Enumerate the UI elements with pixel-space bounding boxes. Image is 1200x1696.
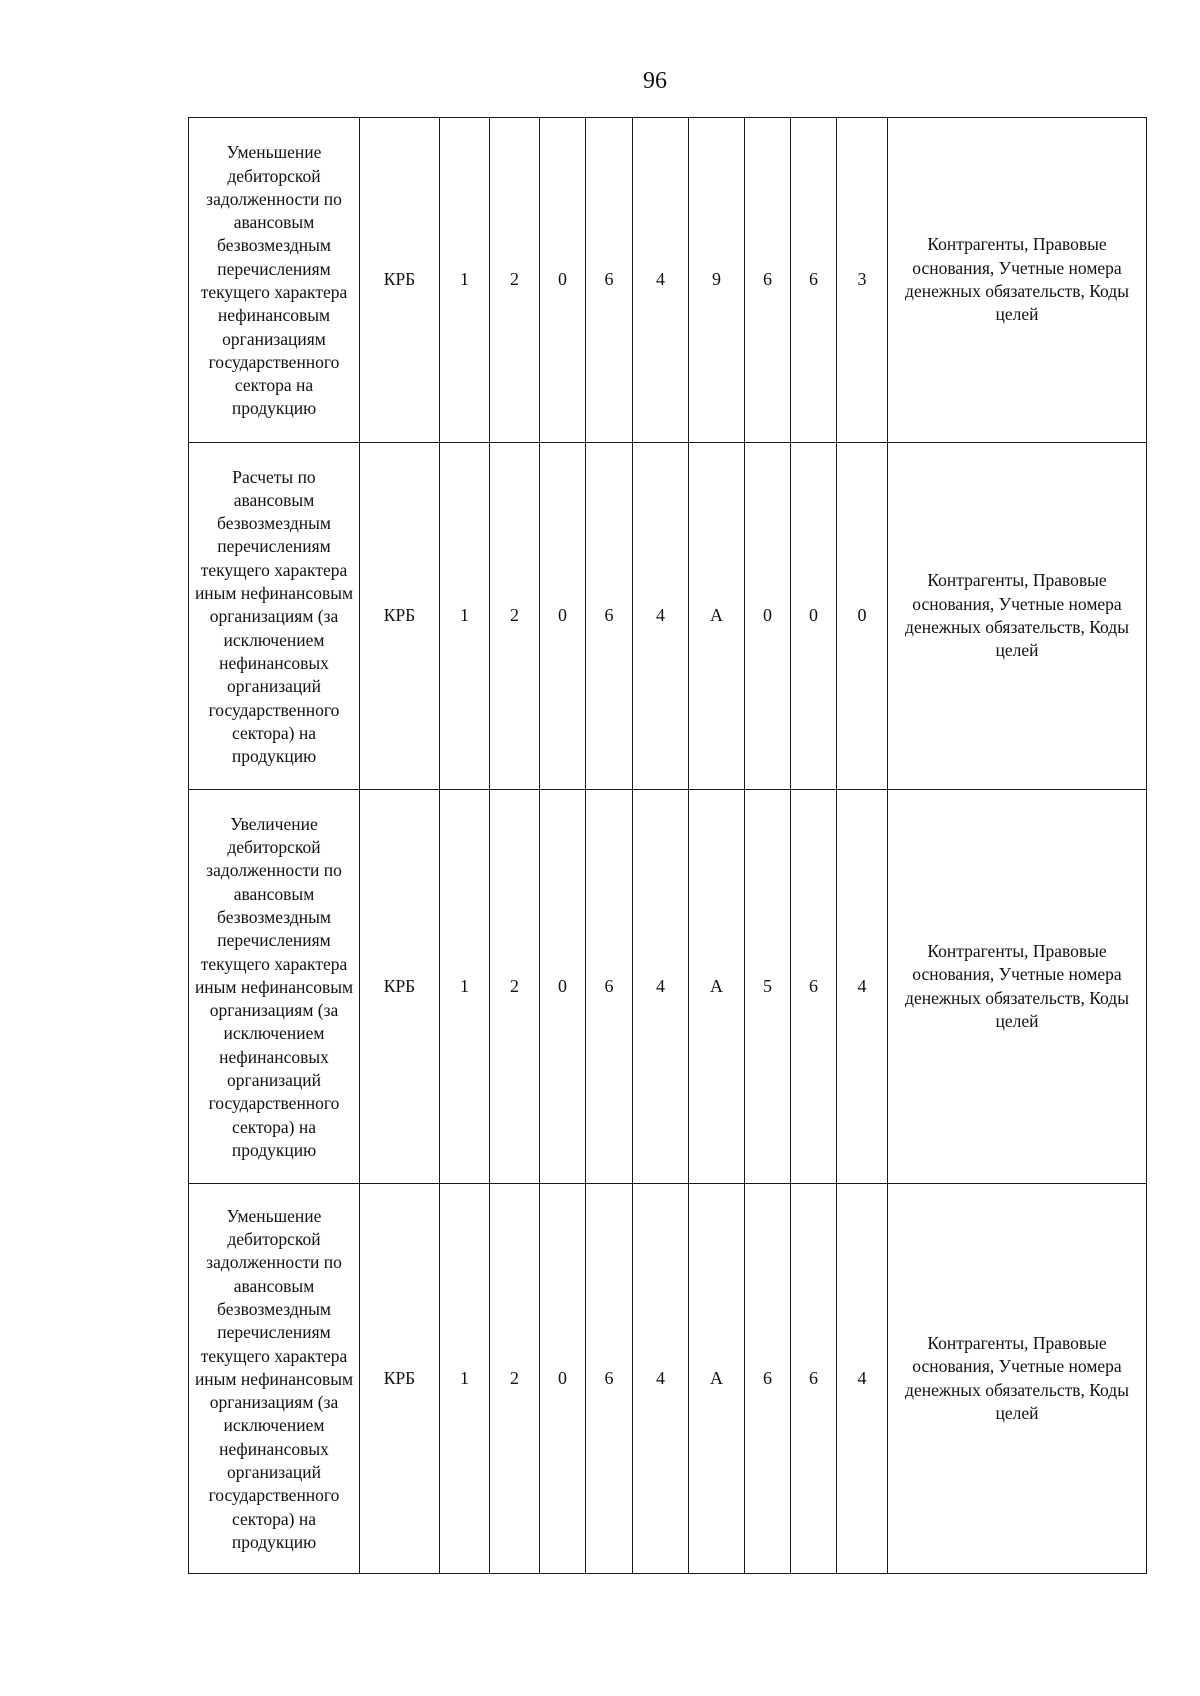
account-description: Уменьшение дебиторской задолженности по авансовым безвозмездным перечислениям текущего характера нефинансовым организациям государственного сектора на продукцию <box>189 118 360 443</box>
table-row <box>189 790 1147 1184</box>
account-digit: 4 <box>633 118 689 443</box>
account-digit: 1 <box>440 790 490 1184</box>
account-digit: 6 <box>586 790 633 1184</box>
account-digit: 0 <box>540 118 586 443</box>
account-description: Уменьшение дебиторской задолженности по авансовым безвозмездным перечислениям текущего характера иным нефинансовым организациям (за исключением нефинансовых организаций государственного сектора) на продукцию <box>189 1184 360 1574</box>
analytics-cell: Контрагенты, Правовые основания, Учетные номера денежных обязательств, Коды целей <box>888 443 1147 790</box>
account-digit: 4 <box>633 443 689 790</box>
table-row <box>189 1184 1147 1574</box>
account-digit: 4 <box>837 790 888 1184</box>
account-digit: 0 <box>540 443 586 790</box>
account-digit: 6 <box>745 1184 791 1574</box>
account-digit: 0 <box>745 443 791 790</box>
account-digit: 4 <box>633 790 689 1184</box>
account-description: Расчеты по авансовым безвозмездным перечислениям текущего характера иным нефинансовым организациям (за исключением нефинансовых организаций государственного сектора) на продукцию <box>189 443 360 790</box>
account-digit: 1 <box>440 1184 490 1574</box>
account-digit: 6 <box>586 118 633 443</box>
analytics-cell: Контрагенты, Правовые основания, Учетные номера денежных обязательств, Коды целей <box>888 118 1147 443</box>
account-digit: 6 <box>791 118 837 443</box>
register-code: КРБ <box>360 1184 440 1574</box>
account-digit: 9 <box>689 118 745 443</box>
page-number: 96 <box>643 68 667 94</box>
account-digit: А <box>689 443 745 790</box>
table-row <box>189 118 1147 443</box>
account-digit: 6 <box>791 1184 837 1574</box>
account-digit: 2 <box>490 118 540 443</box>
register-code: КРБ <box>360 443 440 790</box>
account-digit: 0 <box>540 1184 586 1574</box>
account-description: Увеличение дебиторской задолженности по авансовым безвозмездным перечислениям текущего характера иным нефинансовым организациям (за исключением нефинансовых организаций государственного сектора) на продукцию <box>189 790 360 1184</box>
register-code: КРБ <box>360 118 440 443</box>
account-digit: 1 <box>440 443 490 790</box>
accounts-table <box>188 117 1147 1574</box>
analytics-cell: Контрагенты, Правовые основания, Учетные номера денежных обязательств, Коды целей <box>888 790 1147 1184</box>
account-digit: 5 <box>745 790 791 1184</box>
account-digit: 2 <box>490 443 540 790</box>
account-digit: 6 <box>745 118 791 443</box>
account-digit: 0 <box>540 790 586 1184</box>
account-digit: 3 <box>837 118 888 443</box>
account-digit: 6 <box>586 443 633 790</box>
table-row <box>189 443 1147 790</box>
account-digit: 6 <box>791 790 837 1184</box>
account-digit: 4 <box>633 1184 689 1574</box>
account-digit: 1 <box>440 118 490 443</box>
account-digit: 6 <box>586 1184 633 1574</box>
account-digit: А <box>689 790 745 1184</box>
analytics-cell: Контрагенты, Правовые основания, Учетные номера денежных обязательств, Коды целей <box>888 1184 1147 1574</box>
account-digit: 0 <box>837 443 888 790</box>
account-digit: 2 <box>490 1184 540 1574</box>
register-code: КРБ <box>360 790 440 1184</box>
account-digit: А <box>689 1184 745 1574</box>
account-digit: 2 <box>490 790 540 1184</box>
account-digit: 0 <box>791 443 837 790</box>
account-digit: 4 <box>837 1184 888 1574</box>
